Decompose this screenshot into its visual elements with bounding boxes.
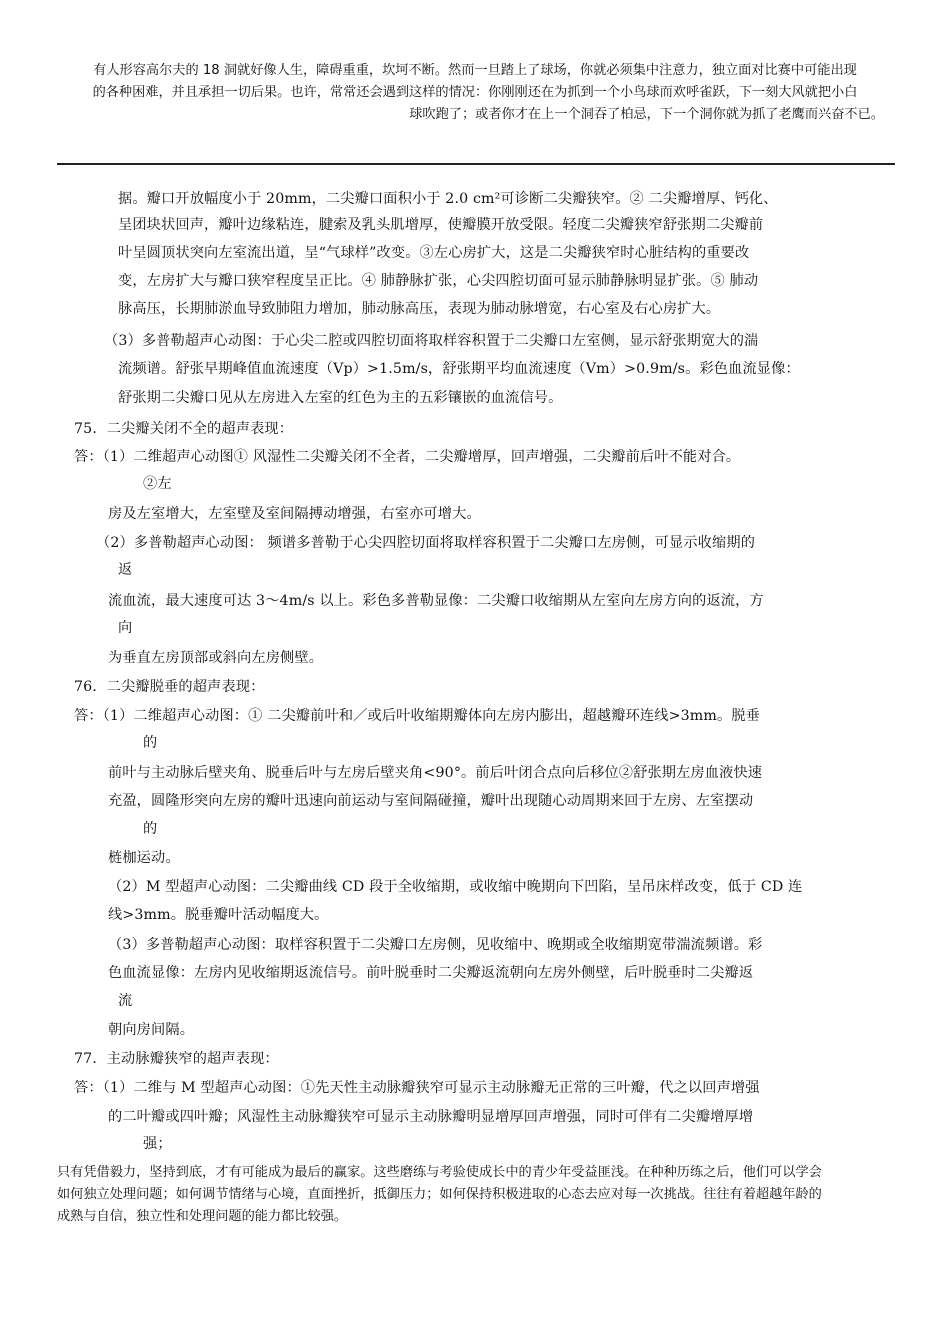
- body-line: （3）多普勒超声心动图：取样容积置于二尖瓣口左房侧，见收缩中、晚期或全收缩期宽带湍流频谱。彩: [108, 937, 763, 953]
- body-line: 流频谱。舒张早期峰值血流速度（Vp）>1.5m/s，舒张期平均血流速度（Vm）>0.9m/s。彩色血流显像：: [118, 361, 800, 377]
- body-line: 变，左房扩大与瓣口狭窄程度呈正比。④ 肺静脉扩张，心尖四腔切面可显示肺静脉明显扩张。⑤ 肺动: [118, 273, 759, 289]
- body-line: 答：（1）二维与 M 型超声心动图：①先天性主动脉瓣狭窄可显示主动脉瓣无正常的三叶瓣，代之以回声增强: [74, 1080, 760, 1096]
- body-line: 呈团块状回声，瓣叶边缘粘连，腱索及乳头肌增厚，使瓣膜开放受限。轻度二尖瓣狭窄舒张期二尖瓣前: [118, 217, 764, 233]
- body-line: 脉高压，长期肺淤血导致肺阻力增加，肺动脉高压，表现为肺动脉增宽，右心室及右心房扩大。: [118, 301, 721, 317]
- body-line: 强；: [143, 1136, 172, 1152]
- footer-line: 成熟与自信，独立性和处理问题的能力都比较强。: [57, 1209, 348, 1224]
- body-line: 房及左室增大，左室壁及室间隔搏动增强，右室亦可增大。: [108, 506, 481, 522]
- body-line: 梿枷运动。: [108, 850, 180, 866]
- body-line: 前叶与主动脉后壁夹角、脱垂后叶与左房后壁夹角<90°。前后叶闭合点向后移位②舒张期左房血液快速: [108, 765, 763, 781]
- body-line: ②左: [143, 476, 172, 492]
- body-line: 答：（1）二维超声心动图① 风湿性二尖瓣关闭不全者，二尖瓣增厚，回声增强，二尖瓣前后叶不能对合。: [74, 449, 741, 465]
- footer-line: 只有凭借毅力，坚持到底，才有可能成为最后的赢家。这些磨练与考验使成长中的青少年受益匪浅。在种种历练之后，他们可以学会: [57, 1165, 822, 1180]
- header-line: 球吹跑了；或者你才在上一个洞吞了柏忌，下一个洞你就为抓了老鹰而兴奋不已。: [409, 107, 884, 122]
- body-line: 为垂直左房顶部或斜向左房侧壁。: [108, 650, 324, 666]
- body-line: 流血流，最大速度可达 3～4m/s 以上。彩色多普勒显像：二尖瓣口收缩期从左室向左房方向的返流，方: [108, 593, 764, 609]
- body-line: 的二叶瓣或四叶瓣；风湿性主动脉瓣狭窄可显示主动脉瓣明显增厚回声增强，同时可伴有二尖瓣增厚增: [108, 1109, 754, 1125]
- question-heading: 76．二尖瓣脱垂的超声表现：: [74, 679, 265, 695]
- body-line: 的: [143, 821, 158, 837]
- body-line: 色血流显像：左房内见收缩期返流信号。前叶脱垂时二尖瓣返流朝向左房外侧壁，后叶脱垂时二尖瓣返: [108, 965, 754, 981]
- body-line: 充盈，圆隆形突向左房的瓣叶迅速向前运动与室间隔碰撞，瓣叶出现随心动周期来回于左房、左室摆动: [108, 793, 754, 809]
- body-line: 返: [118, 562, 133, 578]
- header-line: 有人形容高尔夫的 18 洞就好像人生，障碍重重，坎坷不断。然而一旦踏上了球场，你就必须集中注意力，独立面对比赛中可能出现: [93, 63, 857, 78]
- body-line: 的: [143, 735, 158, 751]
- header-divider: [57, 163, 895, 165]
- body-line: （2）多普勒超声心动图： 频谱多普勒于心尖四腔切面将取样容积置于二尖瓣口左房侧，可显示收缩期的: [96, 535, 756, 551]
- body-line: （3）多普勒超声心动图：于心尖二腔或四腔切面将取样容积置于二尖瓣口左室侧，显示舒张期宽大的湍: [104, 333, 759, 349]
- footer-quote: [57, 1162, 897, 1228]
- body-line: 叶呈圆顶状突向左室流出道，呈“气球样”改变。③左心房扩大，这是二尖瓣狭窄时心脏结构的重要改: [118, 245, 750, 261]
- body-line: 答：（1）二维超声心动图：① 二尖瓣前叶和／或后叶收缩期瓣体向左房内膨出，超越瓣环连线>3mm。脱垂: [74, 708, 761, 724]
- body-line: （2）M 型超声心动图：二尖瓣曲线 CD 段于全收缩期，或收缩中晚期向下凹陷，呈吊床样改变，低于 CD 连: [108, 879, 803, 895]
- body-line: 线>3mm。脱垂瓣叶活动幅度大。: [108, 907, 329, 923]
- body-line: 舒张期二尖瓣口见从左房进入左室的红色为主的五彩镶嵌的血流信号。: [118, 390, 563, 406]
- body-line: 朝向房间隔。: [108, 1022, 195, 1038]
- header-line: 的各种困难，并且承担一切后果。也许，常常还会遇到这样的情况：你刚刚还在为抓到一个小鸟球而欢呼雀跃，下一刻大风就把小白: [92, 85, 858, 100]
- question-heading: 77．主动脉瓣狭窄的超声表现：: [74, 1051, 279, 1067]
- question-heading: 75．二尖瓣关闭不全的超声表现：: [74, 421, 294, 437]
- body-line: 据。瓣口开放幅度小于 20mm，二尖瓣口面积小于 2.0 cm²可诊断二尖瓣狭窄。② 二尖瓣增厚、钙化、: [118, 191, 778, 207]
- body-line: 流: [118, 993, 133, 1009]
- body-line: 向: [118, 620, 133, 636]
- footer-line: 如何独立处理问题；如何调节情绪与心境，直面挫折，抵御压力；如何保持积极进取的心态去应对每一次挑战。往往有着超越年龄的: [57, 1187, 822, 1202]
- header-quote: [56, 60, 894, 126]
